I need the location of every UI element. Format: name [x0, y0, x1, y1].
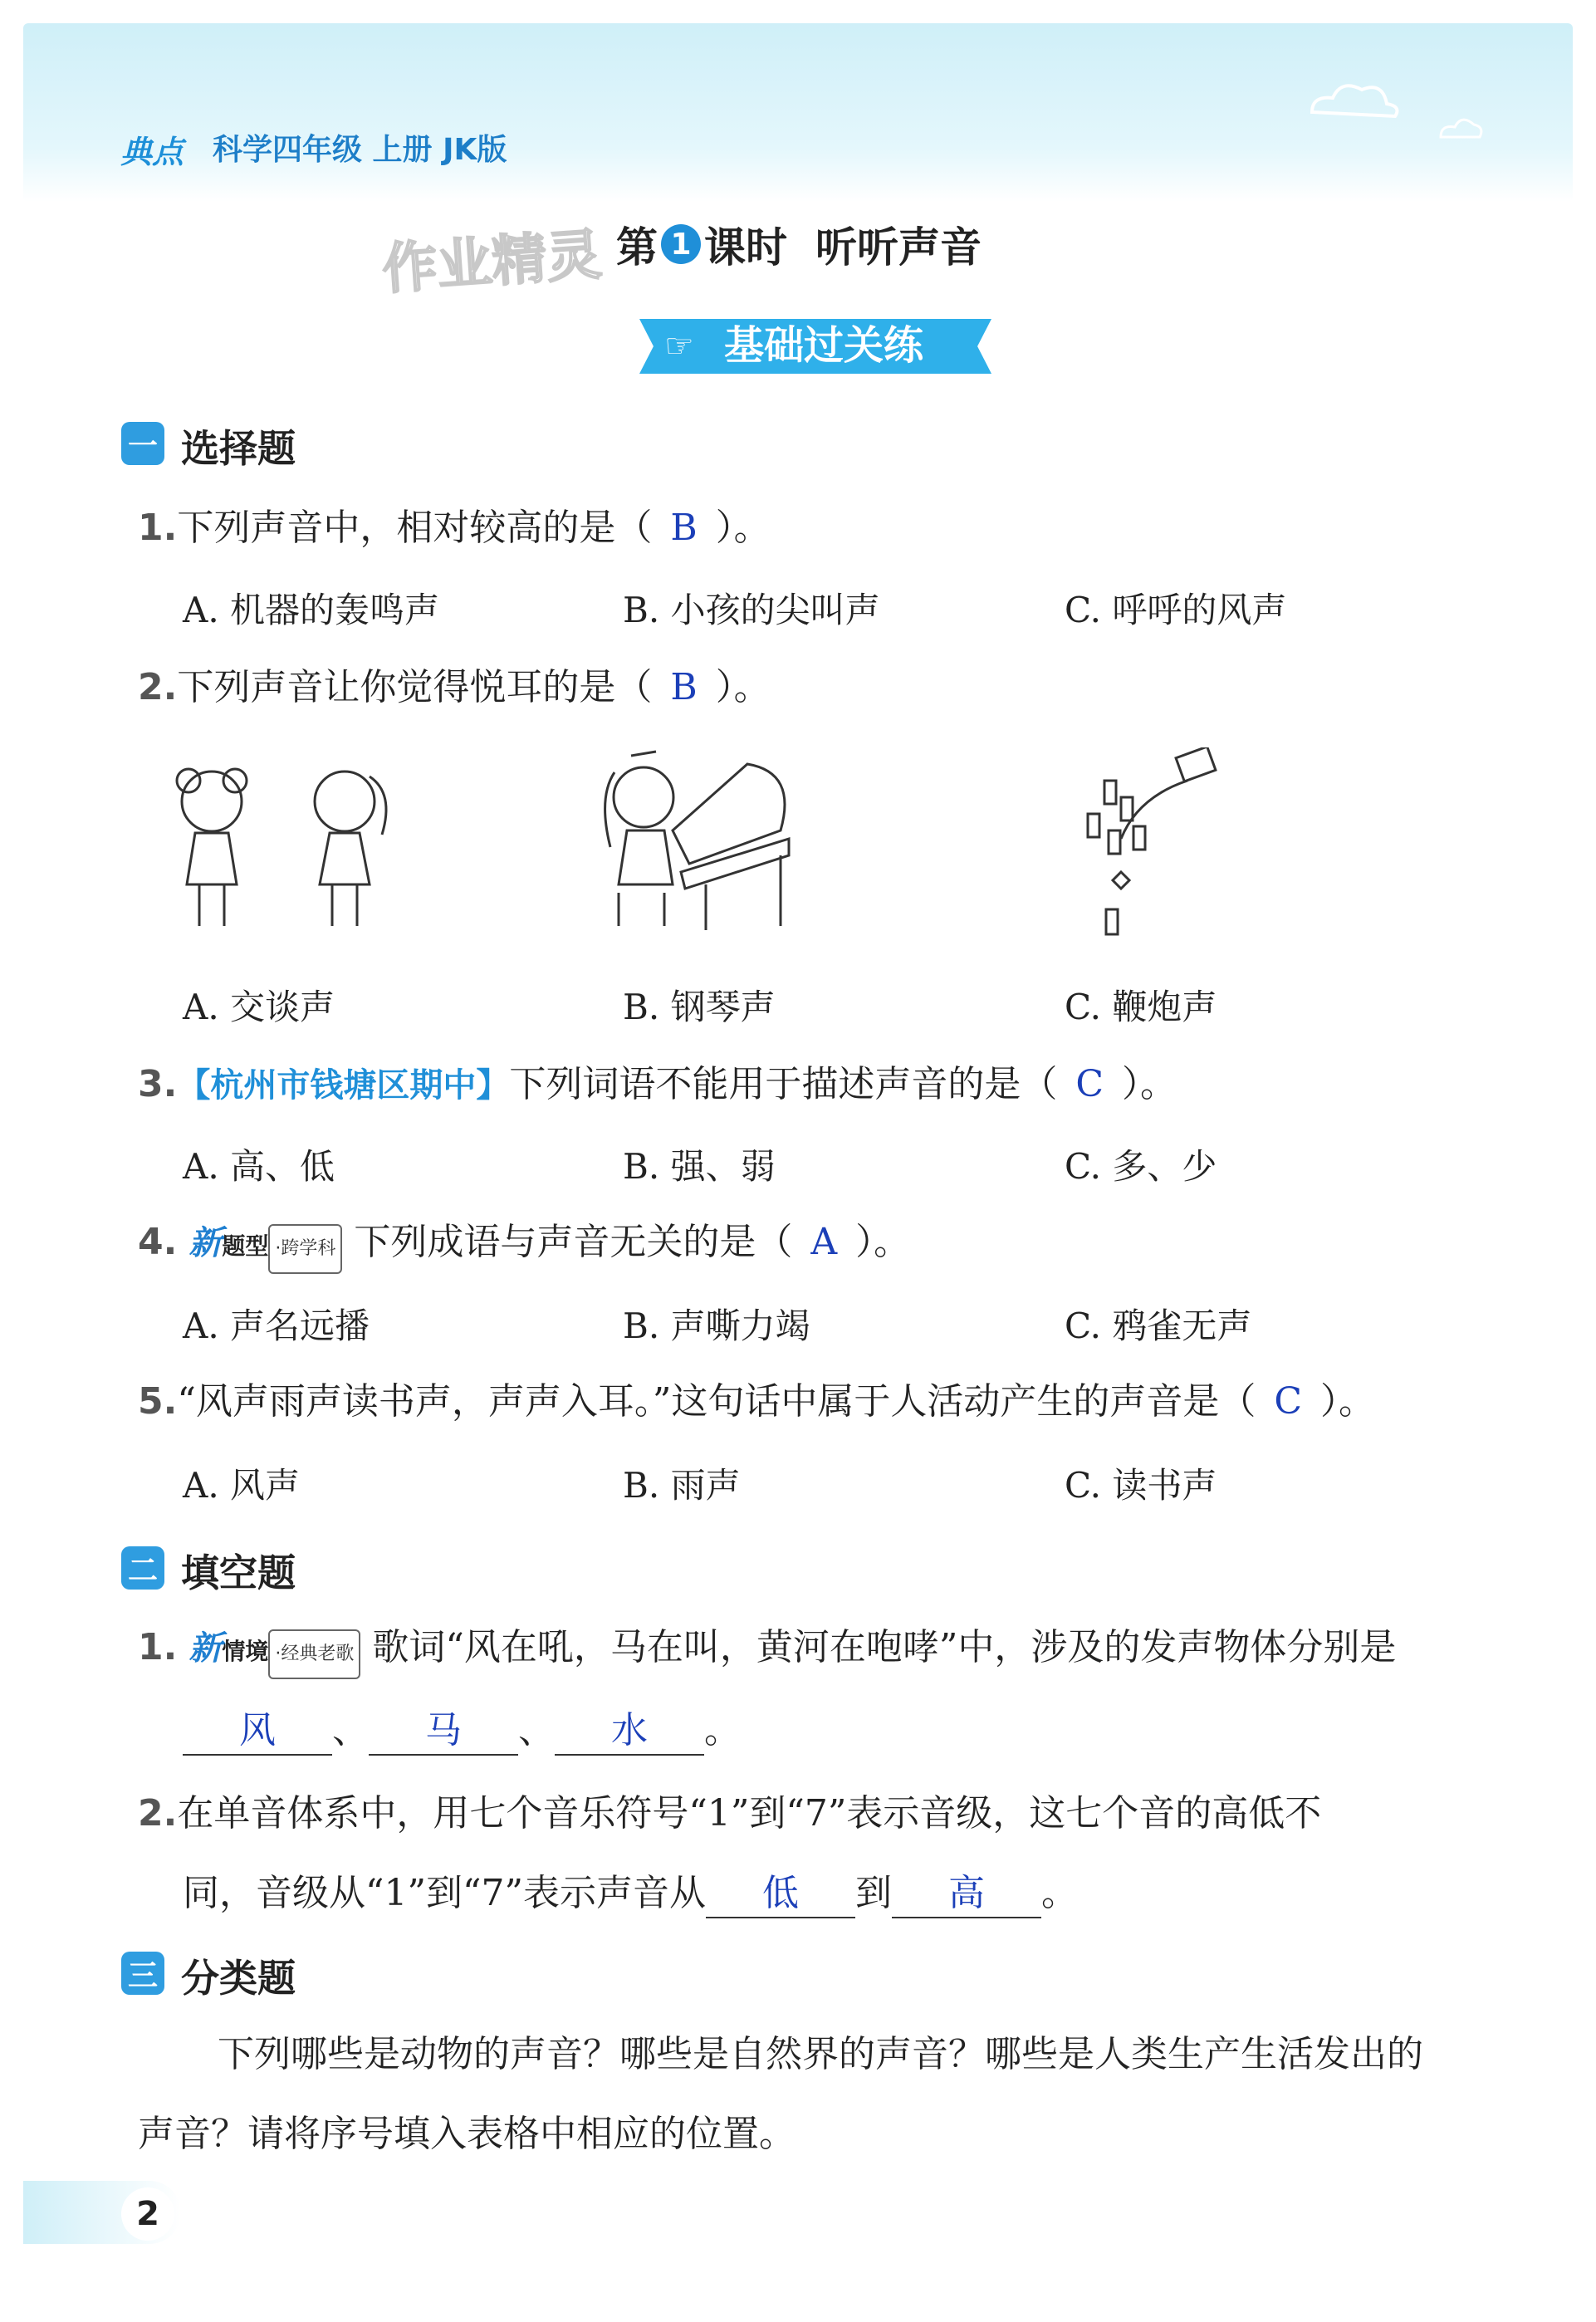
section-icon-3: 三: [121, 1952, 164, 1995]
answer-1: B: [670, 507, 698, 549]
question-1: 1.下列声音中，相对较高的是（ B ）。: [138, 507, 771, 549]
pointing-hand-icon: ☞: [664, 327, 694, 365]
blank-2: 马: [369, 1707, 518, 1756]
question-3-source-tag: 【杭州市钱塘区期中】: [177, 1066, 510, 1105]
answer-4: A: [810, 1221, 838, 1263]
option-2c: C. 鞭炮声: [1065, 987, 1217, 1027]
option-1b: B. 小孩的尖叫声: [623, 590, 880, 630]
girl-piano-illustration: [581, 747, 814, 938]
lesson-prefix: 第: [616, 223, 658, 272]
option-3b: B. 强、弱: [623, 1146, 776, 1187]
girls-talking-illustration: [154, 760, 419, 934]
book-title: 科学四年级 上册 JK版: [213, 133, 507, 167]
fill-question-1-blanks: 风 、 马 、 水 。: [183, 1707, 741, 1756]
blank-high: 高: [892, 1870, 1041, 1918]
classify-line-2: 声音？请将序号填入表格中相应的位置。: [138, 2113, 796, 2155]
logo: 典点: [120, 134, 184, 170]
classify-line-1: 下列哪些是动物的声音？哪些是自然界的声音？哪些是人类生产生活发出的: [218, 2033, 1423, 2075]
section-icon-2: 二: [121, 1546, 164, 1590]
cloud-small-icon: [1437, 112, 1486, 145]
option-2b: B. 钢琴声: [623, 987, 776, 1027]
fill-question-2: 2.在单音体系中，用七个音乐符号“1”到“7”表示音级，这七个音的高低不: [138, 1792, 1322, 1835]
answer-5: C: [1274, 1380, 1303, 1423]
option-2a: A. 交谈声: [183, 987, 335, 1027]
option-3a: A. 高、低: [183, 1146, 335, 1187]
new-tag: 新: [188, 1224, 223, 1262]
option-3c: C. 多、少: [1065, 1146, 1217, 1187]
fill-1-type-tag: ·经典老歌: [268, 1629, 360, 1679]
lesson-title: [616, 214, 982, 274]
lesson-number-badge: 1: [661, 224, 701, 264]
option-1a: A. 机器的轰鸣声: [183, 590, 440, 630]
banner-label: 基础过关练: [724, 322, 924, 369]
section-title-choice: 选择题: [181, 426, 296, 471]
blank-3: 水: [555, 1707, 704, 1756]
question-4: 4. 新题型 ·跨学科 下列成语与声音无关的是（ A ）。: [138, 1219, 910, 1274]
option-5c: C. 读书声: [1065, 1465, 1217, 1506]
option-5b: B. 雨声: [623, 1465, 741, 1506]
section-icon-1: 一: [121, 422, 164, 465]
blank-1: 风: [183, 1707, 332, 1756]
blank-low: 低: [706, 1870, 855, 1918]
watermark: 作业精灵: [380, 222, 604, 302]
section-title-classify: 分类题: [181, 1956, 296, 2001]
option-1c: C. 呼呼的风声: [1065, 590, 1287, 630]
question-4-type-tag: ·跨学科: [268, 1224, 342, 1274]
option-5a: A. 风声: [183, 1465, 301, 1506]
cloud-icon: [1304, 75, 1403, 125]
question-5: 5.“风声雨声读书声，声声入耳。”这句话中属于人活动产生的声音是（ C ）。: [138, 1380, 1376, 1423]
fill-question-1: 1. 新情境 ·经典老歌 歌词“风在吼，马在叫，黄河在咆哮”中，涉及的发声物体分别是: [138, 1624, 1396, 1679]
answer-3: C: [1075, 1063, 1104, 1105]
answer-2: B: [670, 666, 698, 708]
lesson-suffix: 课时: [704, 223, 787, 272]
fill-question-2-line2: 同，音级从“1”到“7”表示声音从 低 到 高 。: [183, 1870, 1078, 1918]
lesson-name: 听听声音: [815, 223, 982, 272]
option-4a: A. 声名远播: [183, 1306, 370, 1346]
section-title-fill: 填空题: [181, 1550, 296, 1595]
page-number: 2: [121, 2187, 174, 2241]
option-4b: B. 声嘶力竭: [623, 1306, 810, 1346]
option-4c: C. 鸦雀无声: [1065, 1306, 1252, 1346]
firecracker-illustration: [1071, 747, 1237, 947]
question-3: 3.【杭州市钱塘区期中】下列词语不能用于描述声音的是（ C ）。: [138, 1063, 1177, 1105]
question-2: 2.下列声音让你觉得悦耳的是（ B ）。: [138, 666, 771, 708]
